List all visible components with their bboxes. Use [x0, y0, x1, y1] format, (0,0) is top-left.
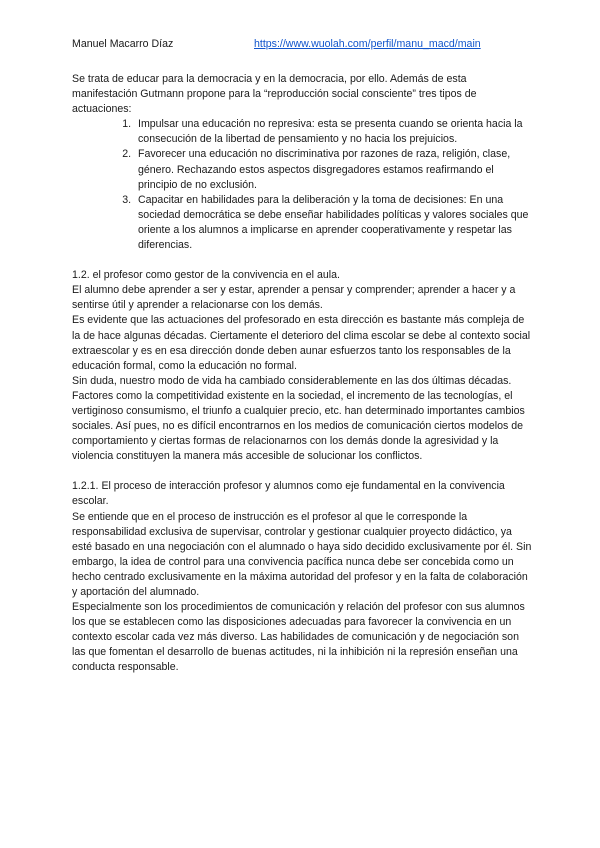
spacer	[72, 464, 532, 479]
subsection-heading: 1.2.1. El proceso de interacción profesor y alumnos como eje fundamental en la convivencia escolar.	[72, 480, 505, 508]
actions-list	[72, 117, 532, 253]
author-name: Manuel Macarro Díaz	[72, 38, 174, 50]
document-body	[72, 72, 532, 676]
paragraph: Sin duda, nuestro modo de vida ha cambiado considerablemente en las dos últimas décadas. Factores como la competitividad existente en la sociedad, el incremento de las tecnologías, el vertiginoso consumismo, el triunfo a cualquier precio, etc. han determinado importantes cambios sociales. Así pues, no es difícil encontrarnos en los medios de comunicación ciertos modelos de comportamiento y ciertas formas de relacionarnos con los demás donde la agresividad y la violencia constituyen la manera más accesible de solucionar los conflictos.	[72, 374, 525, 463]
list-item: 1. Impulsar una educación no represiva: esta se presenta cuando se orienta hacia la consecución de la libertad de pensamiento y no hacia los prejuicios.	[134, 117, 532, 147]
intro-paragraph: Se trata de educar para la democracia y en la democracia, por ello. Además de esta manifestación Gutmann propone para la “reproducción social consciente” tres tipos de actuaciones:	[72, 73, 477, 116]
list-item: 2. Favorecer una educación no discriminativa por razones de raza, religión, clase, género. Rechazando estos aspectos disgregadores estamos reafirmando el principio de no exclusión.	[134, 147, 532, 192]
spacer	[72, 253, 532, 268]
list-item: 3. Capacitar en habilidades para la deliberación y la toma de decisiones: En una sociedad democrática se debe enseñar habilidades políticas y valores sociales que oriente a los alumnos a implicarse en aprender cooperativamente y respetar las diferencias.	[134, 193, 532, 253]
paragraph: El alumno debe aprender a ser y estar, aprender a pensar y comprender; aprender a hacer y a sentirse útil y aprender a relacionarse con los demás.	[72, 284, 516, 312]
paragraph: Especialmente son los procedimientos de comunicación y relación del profesor con sus alumnos los que se establecen como las disposiciones adecuadas para favorecer la convivencia en un contexto escolar cada vez más diverso. Las habilidades de comunicación y de negociación son las que fomentan el desarrollo de buenas actitudes, ni la inhibición ni la represión enseñan una conducta responsable.	[72, 601, 525, 674]
paragraph: Es evidente que las actuaciones del profesorado en esta dirección es bastante más compleja de la de hace algunas décadas. Ciertamente el deterioro del clima escolar se debe al contexto social extraescolar y es en esa dirección donde deben aunar esfuerzos tanto los responsables de la educación formal, como la educación no formal.	[72, 314, 531, 372]
section-heading: 1.2. el profesor como gestor de la convivencia en el aula.	[72, 269, 340, 282]
profile-link[interactable]: https://www.wuolah.com/perfil/manu_macd/main	[254, 38, 481, 50]
paragraph: Se entiende que en el proceso de instrucción es el profesor al que le corresponde la responsabilidad exclusiva de supervisar, controlar y gestionar cualquier proyecto didáctico, ya esté basado en una negociación con el alumnado o haya sido decidido exclusivamente por él. Sin embargo, la idea de control para una convivencia pacífica nunca debe ser concebida como un hecho centrado exclusivamente en la máxima autoridad del profesor y en la falta de colaboración y aportación del alumnado.	[72, 510, 532, 598]
